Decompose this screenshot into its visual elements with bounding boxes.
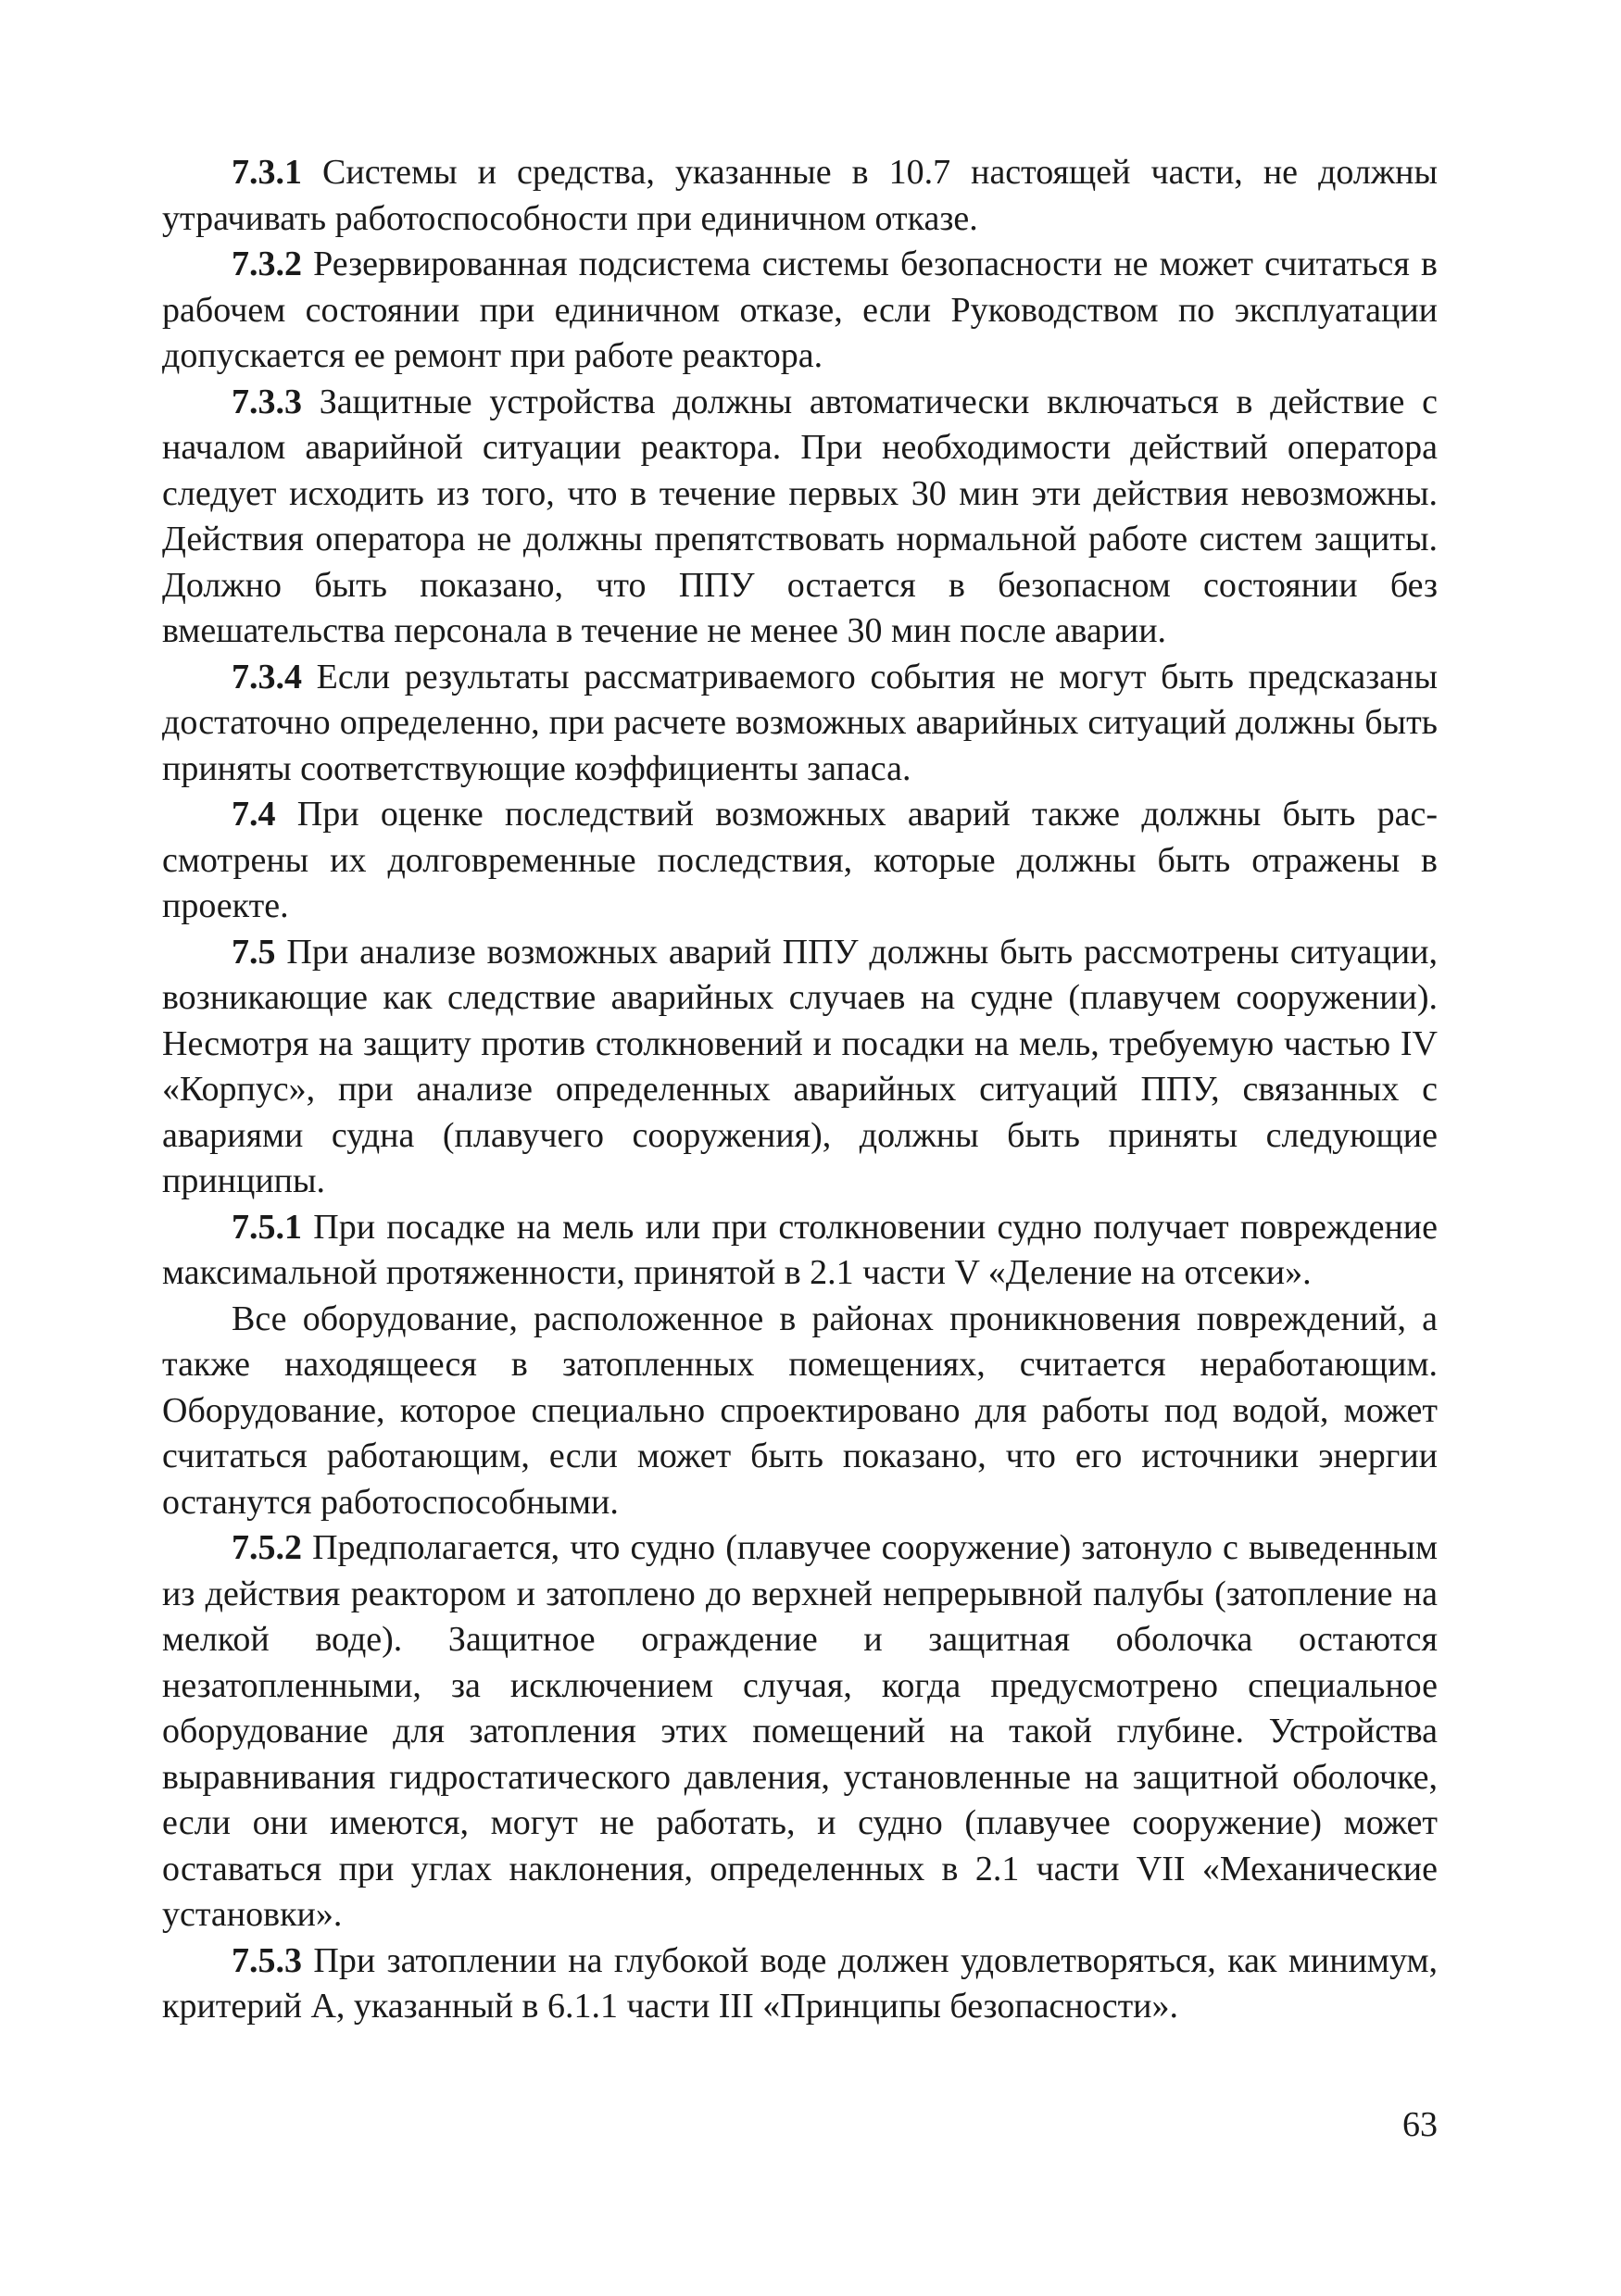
- paragraph-text: При посадке на мель или при столкновении судно получает повреждение максимальной протяженности, принятой в 2.1 части V «Деление на отсеки».: [162, 1207, 1438, 1292]
- paragraph-7-3-1: [162, 150, 1438, 242]
- paragraph-number: 7.5: [232, 932, 276, 972]
- paragraph-text: Все оборудование, расположенное в районах проникновения повреждений, а также находящееся в затопленных помещениях, считается неработающим. Оборудование, которое специально спроектировано для работы под водой, может считаться работающим, если может быть показано, что его источники энергии останутся работоспособными.: [162, 1299, 1438, 1522]
- page-number: 63: [1402, 2105, 1438, 2144]
- paragraph-text: При оценке последствий возможных аварий также должны быть рассмотрены их долговременные последствия, которые должны быть отражены в проекте.: [162, 795, 1438, 925]
- paragraph-7-3-3: [162, 380, 1438, 655]
- paragraph-number: 7.3.2: [232, 245, 302, 283]
- paragraph-text: При анализе возможных аварий ППУ должны быть рассмотрены ситуации, возникающие как следствие аварийных случаев на судне (плавучем сооружении). Несмотря на защиту против столкновений и посадки на мель, требуемую частью IV «Корпус», при анализе определенных аварийных ситуаций ППУ, связанных с авариями судна (плавучего сооружения), должны быть приняты следующие принципы.: [162, 932, 1438, 1200]
- paragraph-7-5: [162, 930, 1438, 1205]
- paragraph-number: 7.3.4: [232, 657, 302, 696]
- paragraph-7-3-2: [162, 242, 1438, 380]
- paragraph-7-3-4: [162, 655, 1438, 793]
- paragraph-number: 7.5.3: [232, 1940, 302, 1980]
- paragraph-number: 7.3.3: [232, 382, 302, 421]
- paragraph-equipment: [162, 1297, 1438, 1526]
- paragraph-7-5-2: [162, 1525, 1438, 1938]
- paragraph-text: Если результаты рассматриваемого события не могут быть предсказаны достаточно определенно, при расчете возможных аварийных ситуаций должны быть приняты соответствующие коэффициенты запаса.: [162, 657, 1438, 788]
- document-body: [162, 150, 1438, 2030]
- paragraph-number: 7.4: [232, 795, 276, 834]
- paragraph-text: Резервированная подсистема системы безопасности не может считаться в рабочем состоянии при единичном отказе, если Руководством по эксплуатации допускается ее ремонт при работе реактора.: [162, 245, 1438, 375]
- paragraph-number: 7.5.2: [232, 1528, 302, 1567]
- paragraph-number: 7.5.1: [232, 1207, 302, 1247]
- paragraph-text: Защитные устройства должны автоматически включаться в действие с началом аварийной ситуации реактора. При необходимости действий оператора следует исходить из того, что в течение первых 30 мин эти действия невозможны. Действия оператора не должны препятствовать нормальной работе систем защиты. Должно быть показано, что ППУ остается в безопасном состоянии без вмешательства персонала в течение не менее 30 мин после аварии.: [162, 382, 1438, 650]
- paragraph-text: Системы и средства, указанные в 10.7 настоящей части, не должны утрачивать работоспособности при единичном отказе.: [162, 153, 1438, 238]
- paragraph-number: 7.3.1: [232, 153, 302, 192]
- paragraph-text: Предполагается, что судно (плавучее сооружение) затонуло с выведенным из действия реактором и затоплено до верхней непрерывной палубы (затопление на мелкой воде). Защитное ограждение и защитная оболочка остаются незатопленными, за исключением случая, когда предусмотрено специальное оборудование для затопления этих помещений на такой глубине. Устройства выравнивания гидростатического давления, установленные на защитной оболочке, если они имеются, могут не работать, и судно (плавучее сооружение) может оставаться при углах наклонения, определенных в 2.1 части VII «Механические установки».: [162, 1528, 1438, 1934]
- paragraph-7-5-3: [162, 1938, 1438, 2030]
- paragraph-7-4: [162, 792, 1438, 930]
- paragraph-7-5-1: [162, 1205, 1438, 1297]
- paragraph-text: При затоплении на глубокой воде должен удовлетворяться, как минимум, критерий А, указанный в 6.1.1 части III «Принципы безопасности».: [162, 1940, 1438, 2026]
